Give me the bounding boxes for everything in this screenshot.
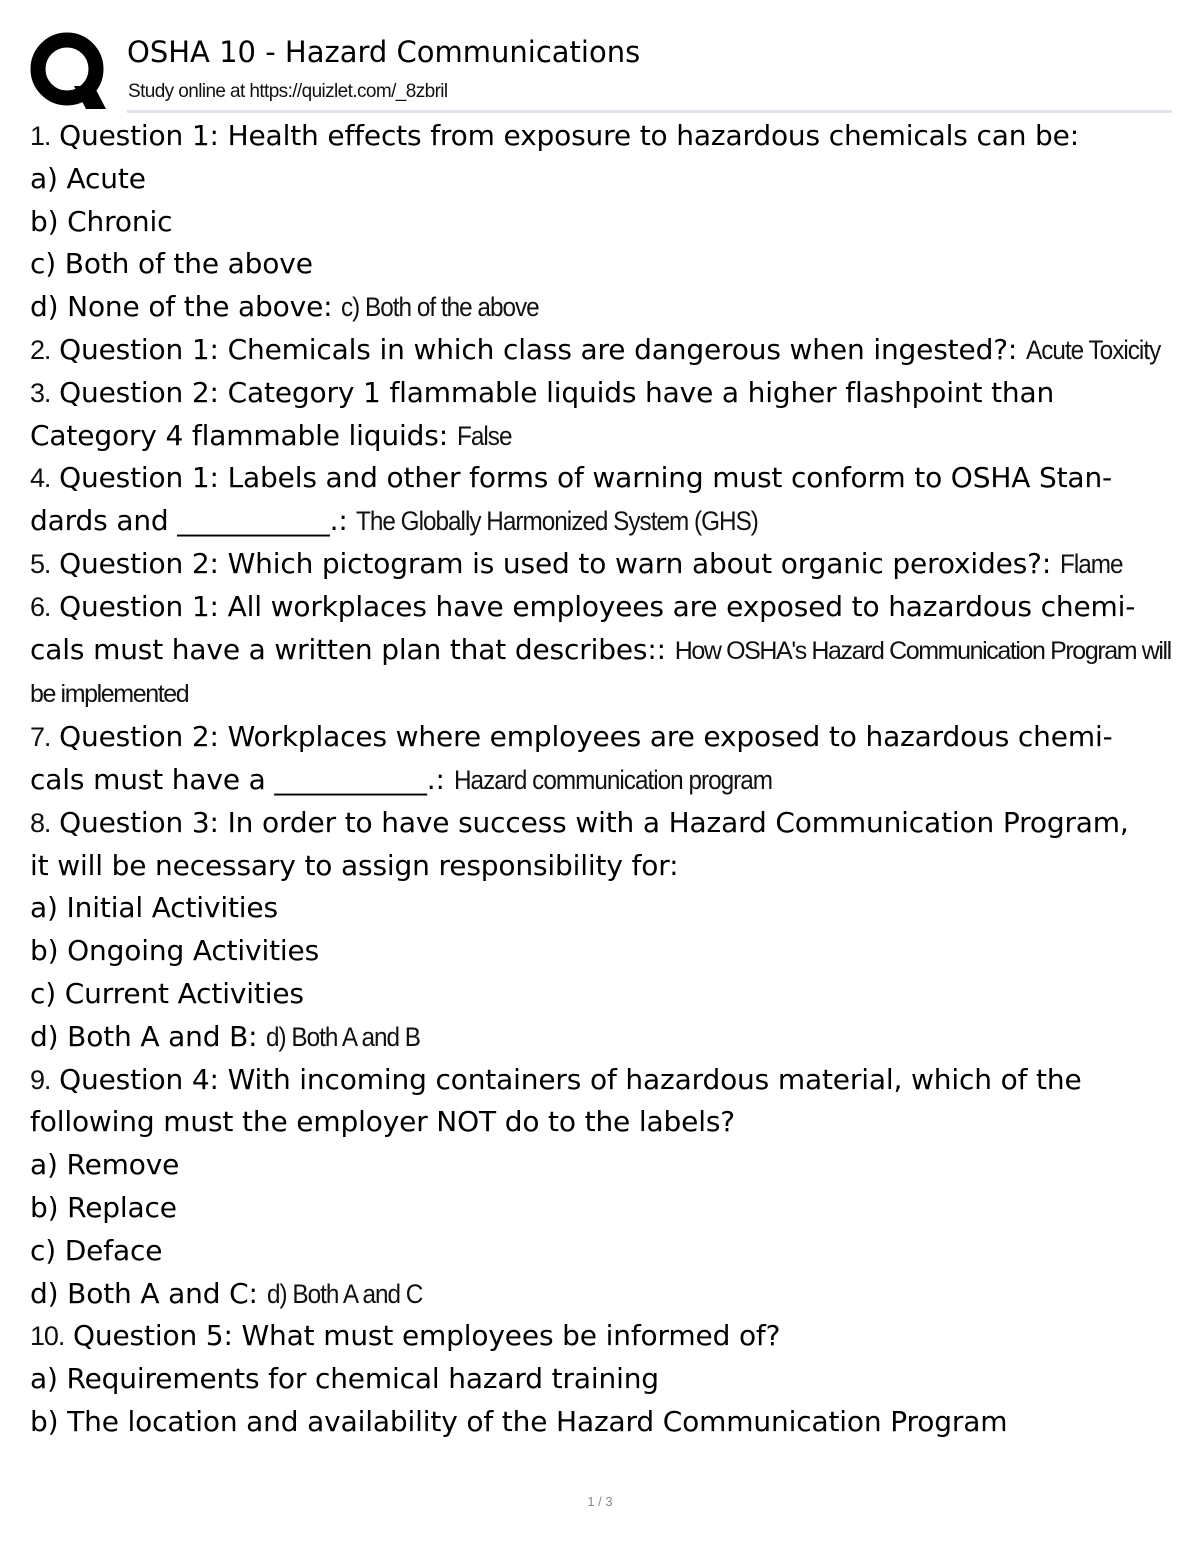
question-text: cals must have a ___________.: <box>30 762 445 796</box>
question-item <box>30 1059 1176 1316</box>
question-text: Question 2: Workplaces where employees are exposed to hazardous chemi- <box>59 720 1113 754</box>
question-line <box>30 973 1176 1016</box>
question-last-line <box>30 415 1176 458</box>
question-text: Question 4: With incoming containers of hazardous material, which of the <box>59 1062 1082 1096</box>
answer-text: c) Both of the above <box>341 292 539 323</box>
question-line <box>30 457 1176 500</box>
question-text: c) Current Activities <box>30 976 304 1010</box>
question-text: a) Remove <box>30 1148 180 1182</box>
question-text: b) Chronic <box>30 204 173 238</box>
question-text: Question 2: Category 1 flammable liquids have a higher flashpoint than <box>59 375 1055 409</box>
answer-text: Hazard communication program <box>453 764 772 795</box>
question-item <box>30 457 1176 543</box>
question-text: d) Both A and C: <box>30 1276 258 1310</box>
answer-text: d) Both A and C <box>266 1278 422 1309</box>
question-line <box>30 372 1176 415</box>
question-line <box>30 1144 1176 1187</box>
question-text: cals must have a written plan that describes:: <box>30 632 666 666</box>
answer-text: The Globally Harmonized System (GHS) <box>356 506 759 537</box>
page-number: 1 / 3 <box>587 1494 613 1509</box>
question-item <box>30 586 1176 716</box>
answer-text: d) Both A and B <box>266 1021 421 1052</box>
question-last-line <box>30 759 1176 802</box>
question-last-line <box>30 286 1176 329</box>
question-number: 10. <box>30 1321 65 1352</box>
question-line <box>30 1059 1176 1102</box>
question-line <box>30 1187 1176 1230</box>
question-last-line <box>30 329 1176 372</box>
question-text: a) Requirements for chemical hazard training <box>30 1362 659 1396</box>
question-text: Question 1: All workplaces have employees are exposed to hazardous chemi- <box>59 589 1136 623</box>
answer-text: How OSHA's Hazard Communication Program will be implemented <box>30 636 1171 709</box>
question-line <box>30 887 1176 930</box>
question-text: dards and ___________.: <box>30 504 348 538</box>
question-item <box>30 716 1176 802</box>
question-text: Question 5: What must employees be informed of? <box>73 1319 781 1353</box>
answer-text: Flame <box>1059 548 1123 579</box>
question-number: 6. <box>30 591 51 622</box>
question-text: Category 4 flammable liquids: <box>30 418 449 452</box>
question-number: 1. <box>30 121 51 151</box>
question-number: 3. <box>30 377 51 408</box>
question-last-line <box>30 1016 1176 1059</box>
question-number: 5. <box>30 548 51 579</box>
question-line <box>30 115 1176 158</box>
question-text: b) Replace <box>30 1190 177 1224</box>
question-line <box>30 586 1176 629</box>
question-text: b) The location and availability of the Hazard Communication Program <box>30 1404 1008 1438</box>
question-number: 8. <box>30 807 51 838</box>
question-line <box>30 201 1176 244</box>
answer-text: Acute Toxicity <box>1025 334 1161 365</box>
question-number: 9. <box>30 1064 51 1095</box>
question-line <box>30 802 1176 845</box>
question-list <box>30 115 1176 1444</box>
question-line <box>30 1101 1176 1144</box>
question-text: a) Initial Activities <box>30 891 278 925</box>
question-text: Question 1: Chemicals in which class are dangerous when ingested?: <box>59 332 1018 366</box>
question-line <box>30 845 1176 888</box>
document-title: OSHA 10 - Hazard Communications <box>127 35 641 69</box>
question-last-line <box>30 629 1176 717</box>
question-text: Question 1: Labels and other forms of warning must conform to OSHA Stan- <box>59 461 1112 495</box>
question-line <box>30 716 1176 759</box>
question-last-line <box>30 1273 1176 1316</box>
question-last-line <box>30 1401 1176 1444</box>
question-text: it will be necessary to assign responsibility for: <box>30 848 679 882</box>
question-item <box>30 372 1176 458</box>
question-number: 2. <box>30 334 51 365</box>
question-line <box>30 1230 1176 1273</box>
page-header <box>30 30 1172 112</box>
question-line <box>30 930 1176 973</box>
question-number: 4. <box>30 463 51 494</box>
question-text: b) Ongoing Activities <box>30 934 320 968</box>
question-line <box>30 1315 1176 1358</box>
question-text: d) Both A and B: <box>30 1019 258 1053</box>
question-text: c) Both of the above <box>30 247 313 281</box>
question-item <box>30 802 1176 1059</box>
question-item <box>30 1315 1176 1443</box>
quizlet-logo-icon <box>30 32 108 110</box>
question-item <box>30 329 1176 372</box>
question-item <box>30 543 1176 586</box>
question-text: c) Deface <box>30 1233 163 1267</box>
question-text: Question 3: In order to have success with a Hazard Communication Program, <box>59 805 1129 839</box>
question-text: Question 1: Health effects from exposure to hazardous chemicals can be: <box>59 119 1080 152</box>
question-number: 7. <box>30 722 51 753</box>
header-divider <box>127 110 1172 113</box>
study-online-link[interactable]: Study online at https://quizlet.com/_8zbril <box>128 81 448 102</box>
question-text: Question 2: Which pictogram is used to warn about organic peroxides?: <box>59 546 1052 580</box>
question-last-line <box>30 500 1176 543</box>
question-last-line <box>30 543 1176 586</box>
question-text: d) None of the above: <box>30 290 333 324</box>
question-text: following must the employer NOT do to the labels? <box>30 1105 735 1139</box>
question-line <box>30 1358 1176 1401</box>
question-item <box>30 115 1176 329</box>
answer-text: False <box>456 420 512 451</box>
question-line <box>30 243 1176 286</box>
question-line <box>30 158 1176 201</box>
question-text: a) Acute <box>30 161 146 195</box>
